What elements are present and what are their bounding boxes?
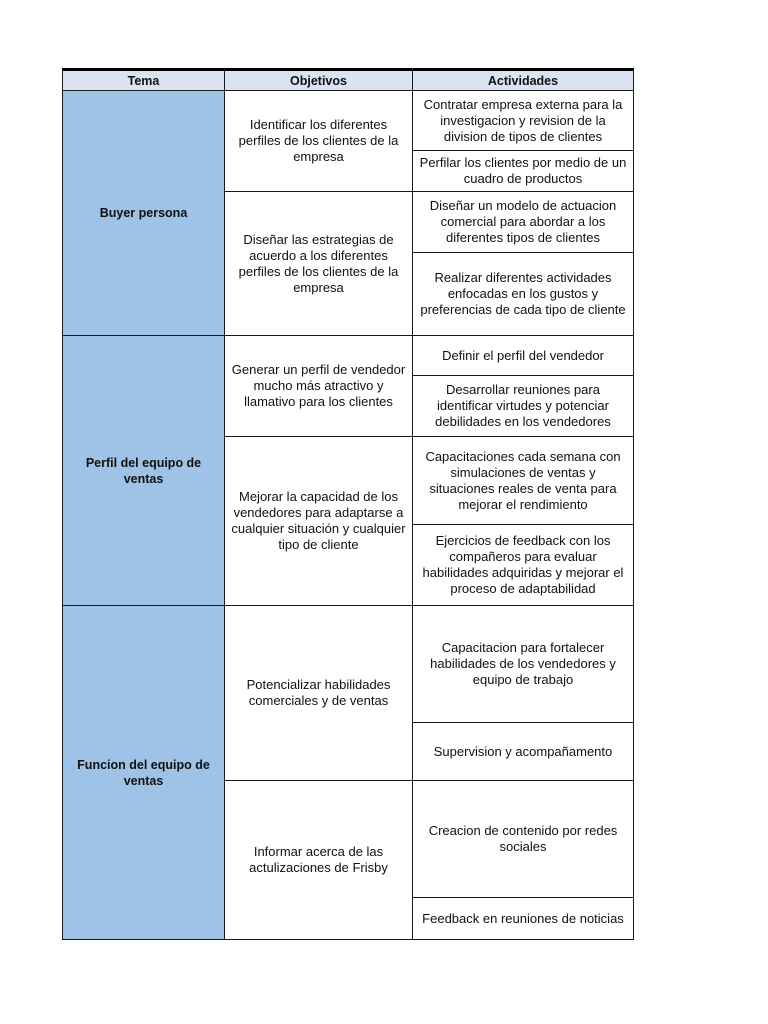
tema-buyer-persona: Buyer persona	[62, 90, 225, 336]
activity-cell: Diseñar un modelo de actuacion comercial para abordar a los diferentes tipos de clientes	[412, 191, 634, 253]
activity-cell: Contratar empresa externa para la investigacion y revision de la division de tipos de clientes	[412, 90, 634, 151]
activity-cell: Capacitaciones cada semana con simulaciones de ventas y situaciones reales de venta para mejorar el rendimiento	[412, 436, 634, 525]
header-actividades: Actividades	[412, 68, 634, 91]
activity-cell: Capacitacion para fortalecer habilidades de los vendedores y equipo de trabajo	[412, 605, 634, 723]
tema-funcion-equipo: Funcion del equipo de ventas	[62, 605, 225, 940]
objective-cell: Identificar los diferentes perfiles de los clientes de la empresa	[224, 90, 413, 192]
objective-cell: Diseñar las estrategias de acuerdo a los diferentes perfiles de los clientes de la empresa	[224, 191, 413, 336]
activity-cell: Perfilar los clientes por medio de un cuadro de productos	[412, 150, 634, 192]
planning-table	[62, 68, 634, 940]
objective-cell: Potencializar habilidades comerciales y de ventas	[224, 605, 413, 781]
activity-cell: Ejercicios de feedback con los compañeros para evaluar habilidades adquiridas y mejorar el proceso de adaptabilidad	[412, 524, 634, 606]
header-tema: Tema	[62, 68, 225, 91]
objective-cell: Generar un perfil de vendedor mucho más atractivo y llamativo para los clientes	[224, 335, 413, 437]
activity-cell: Definir el perfil del vendedor	[412, 335, 634, 376]
header-objetivos: Objetivos	[224, 68, 413, 91]
activity-cell: Creacion de contenido por redes sociales	[412, 780, 634, 898]
activity-cell: Supervision y acompañamento	[412, 722, 634, 781]
tema-perfil-equipo: Perfil del equipo de ventas	[62, 335, 225, 606]
objective-cell: Informar acerca de las actulizaciones de Frisby	[224, 780, 413, 940]
activity-cell: Realizar diferentes actividades enfocadas en los gustos y preferencias de cada tipo de cliente	[412, 252, 634, 336]
activity-cell: Desarrollar reuniones para identificar virtudes y potenciar debilidades en los vendedores	[412, 375, 634, 437]
objective-cell: Mejorar la capacidad de los vendedores para adaptarse a cualquier situación y cualquier tipo de cliente	[224, 436, 413, 606]
activity-cell: Feedback en reuniones de noticias	[412, 897, 634, 940]
